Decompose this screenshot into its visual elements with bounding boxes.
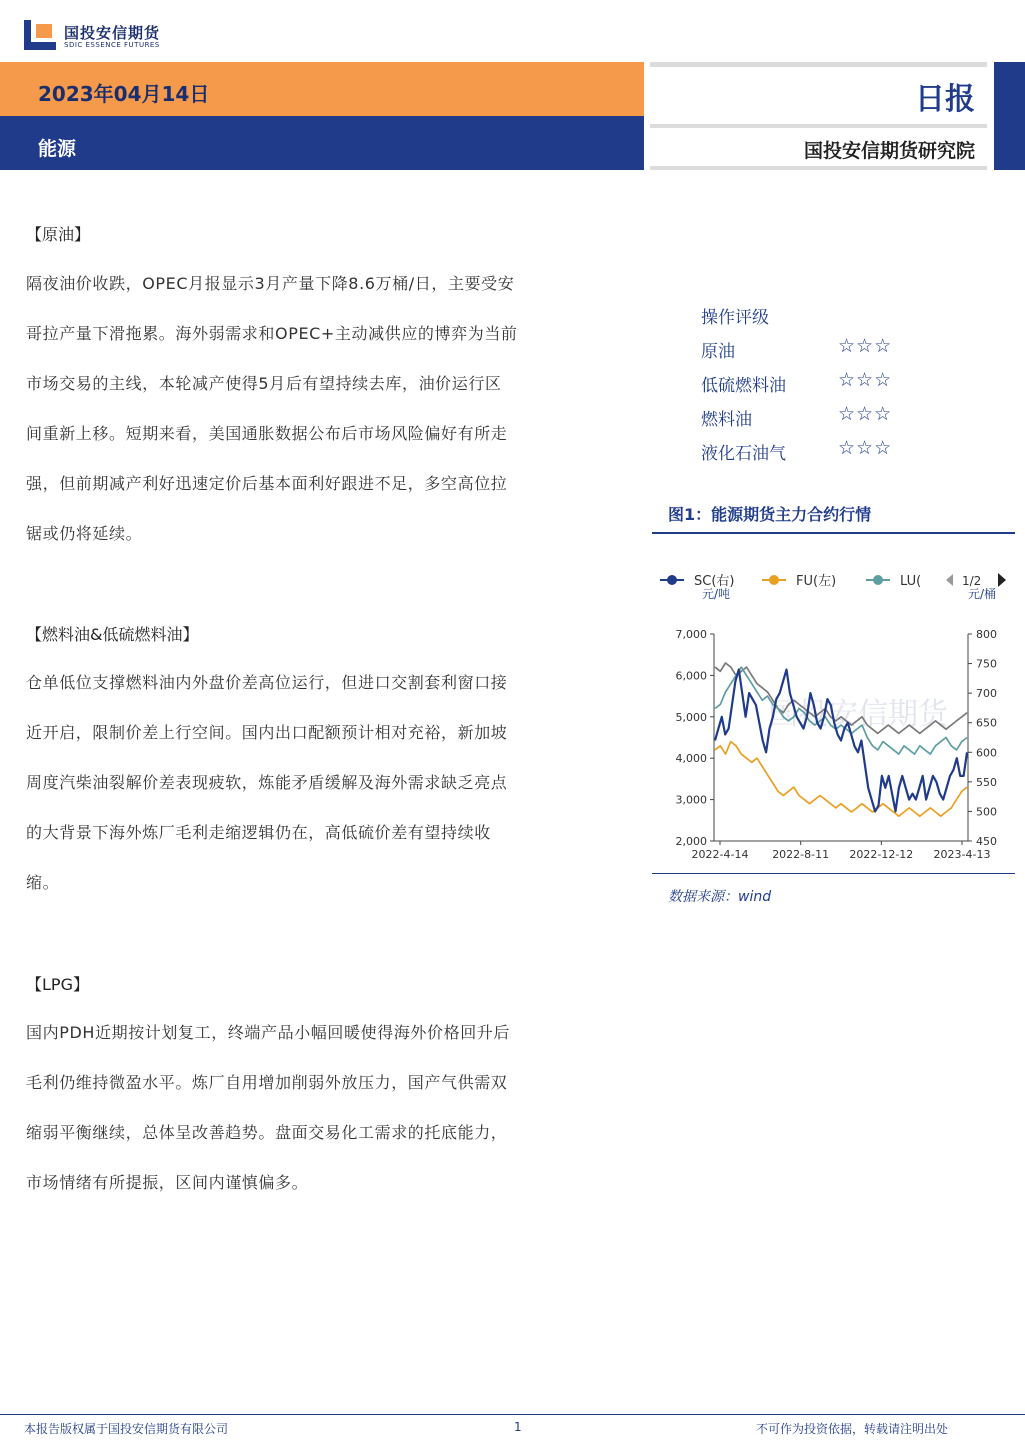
x-axis-ticks bbox=[692, 841, 991, 861]
header-divider bbox=[650, 62, 987, 67]
section-title-crude-oil: 【原油】 bbox=[26, 225, 91, 244]
report-date: 2023年04月14日 bbox=[38, 82, 210, 106]
text-line: 国内PDH近期按计划复工，终端产品小幅回暖使得海外价格回升后 bbox=[26, 1023, 511, 1042]
right-tick-label: 550 bbox=[976, 775, 997, 789]
series-line-0 bbox=[715, 670, 967, 812]
report-sector: 能源 bbox=[38, 138, 77, 160]
text-line: 周度汽柴油裂解价差表现疲软，炼能矛盾缓解及海外需求缺乏亮点 bbox=[26, 773, 508, 792]
footer-disclaimer: 不可作为投资依据，转载请注明出处 bbox=[756, 1422, 949, 1436]
footer-copyright: 本报告版权属于国投安信期货有限公司 bbox=[24, 1422, 229, 1436]
text-line: 间重新上移。短期来看，美国通胀数据公布后市场风险偏好有所走 bbox=[26, 424, 508, 443]
figure-title: 图1：能源期货主力合约行情 bbox=[668, 505, 872, 524]
report-type-title: 日报 bbox=[915, 82, 975, 117]
x-tick-label: 2022-4-14 bbox=[691, 848, 749, 861]
right-tick-label: 500 bbox=[976, 805, 997, 819]
left-tick-label: 6,000 bbox=[675, 669, 707, 683]
energy-futures-chart bbox=[652, 562, 1018, 872]
text-line: 锯或仍将延续。 bbox=[26, 524, 143, 543]
header-accent-block bbox=[994, 62, 1025, 170]
rating-stars: ☆☆☆ bbox=[838, 403, 893, 425]
x-tick-label: 2022-8-11 bbox=[772, 848, 830, 861]
institute-name: 国投安信期货研究院 bbox=[803, 140, 975, 162]
text-line: 强，但前期减产利好迅速定价后基本面利好跟进不足，多空高位拉 bbox=[26, 474, 508, 493]
sector-banner bbox=[0, 116, 644, 170]
right-tick-label: 600 bbox=[976, 746, 997, 760]
left-tick-label: 3,000 bbox=[675, 793, 707, 807]
figure-source: 数据来源：wind bbox=[668, 889, 772, 905]
legend-label-fu: FU(左) bbox=[796, 574, 837, 589]
legend-marker-lu bbox=[873, 575, 883, 585]
right-axis-unit: 元/桶 bbox=[968, 587, 997, 601]
text-line: 仓单低位支撑燃料油内外盘价差高位运行，但进口交割套利窗口接 bbox=[26, 673, 508, 692]
logo-text: 国投安信期货 bbox=[64, 24, 161, 42]
section-title-lpg: 【LPG】 bbox=[26, 975, 89, 994]
logo-subtext: SDIC ESSENCE FUTURES bbox=[64, 41, 160, 49]
left-tick-label: 4,000 bbox=[675, 752, 707, 766]
text-line: 缩。 bbox=[26, 873, 60, 892]
chart-watermark: 国投安信期货 bbox=[768, 697, 948, 732]
footer-divider bbox=[0, 1414, 1025, 1415]
left-tick-label: 2,000 bbox=[675, 835, 707, 848]
left-axis-unit: 元/吨 bbox=[702, 587, 731, 601]
text-line: 市场交易的主线，本轮减产使得5月后有望持续去库，油价运行区 bbox=[26, 374, 502, 393]
legend-label-sc: SC(右) bbox=[694, 574, 735, 589]
legend-marker-sc bbox=[667, 575, 677, 585]
ratings-title: 操作评级 bbox=[701, 308, 769, 328]
left-tick-label: 7,000 bbox=[675, 628, 707, 641]
rating-stars: ☆☆☆ bbox=[838, 335, 893, 357]
legend-prev-icon[interactable] bbox=[946, 574, 953, 586]
x-tick-label: 2023-4-13 bbox=[933, 848, 991, 861]
section-body-crude-oil bbox=[26, 259, 616, 559]
header-divider bbox=[650, 166, 987, 170]
x-tick-label: 2022-12-12 bbox=[849, 848, 914, 861]
right-tick-label: 750 bbox=[976, 657, 997, 671]
text-line: 隔夜油价收跌，OPEC月报显示3月产量下降8.6万桶/日，主要受安 bbox=[26, 274, 515, 293]
text-line: 毛利仍维持微盈水平。炼厂自用增加削弱外放压力，国产气供需双 bbox=[26, 1073, 508, 1092]
rating-name: 原油 bbox=[701, 342, 735, 362]
right-tick-label: 450 bbox=[976, 835, 997, 848]
text-line: 近开启，限制价差上行空间。国内出口配额预计相对充裕，新加坡 bbox=[26, 723, 508, 742]
logo-icon bbox=[24, 20, 56, 50]
figure-divider bbox=[652, 532, 1015, 534]
right-tick-label: 700 bbox=[976, 687, 997, 701]
text-line: 哥拉产量下滑拖累。海外弱需求和OPEC+主动减供应的博弈为当前 bbox=[26, 324, 518, 343]
rating-name: 液化石油气 bbox=[701, 444, 786, 464]
rating-stars: ☆☆☆ bbox=[838, 369, 893, 391]
legend-label-lu: LU( bbox=[900, 574, 922, 589]
series-layer bbox=[715, 663, 967, 816]
text-line: 的大背景下海外炼厂毛利走缩逻辑仍在，高低硫价差有望持续收 bbox=[26, 823, 491, 842]
right-tick-label: 800 bbox=[976, 628, 997, 641]
rating-name: 燃料油 bbox=[701, 410, 752, 430]
left-axis-ticks bbox=[676, 628, 715, 848]
section-body-lpg bbox=[26, 1008, 616, 1208]
legend-next-icon[interactable] bbox=[998, 573, 1006, 587]
legend-marker-fu bbox=[769, 575, 779, 585]
section-title-fuel-oil: 【燃料油&低硫燃料油】 bbox=[26, 625, 199, 644]
legend-page-indicator: 1/2 bbox=[962, 574, 982, 588]
rating-name: 低硫燃料油 bbox=[701, 376, 786, 396]
rating-stars: ☆☆☆ bbox=[838, 437, 893, 459]
page-number: 1 bbox=[514, 1420, 522, 1434]
text-line: 缩弱平衡继续，总体呈改善趋势。盘面交易化工需求的托底能力， bbox=[26, 1123, 508, 1142]
right-tick-label: 650 bbox=[976, 716, 997, 730]
right-axis-ticks bbox=[968, 628, 997, 848]
figure-divider bbox=[652, 873, 1015, 874]
header-divider bbox=[650, 124, 987, 128]
section-body-fuel-oil bbox=[26, 658, 616, 908]
left-tick-label: 5,000 bbox=[675, 710, 707, 724]
text-line: 市场情绪有所提振，区间内谨慎偏多。 bbox=[26, 1173, 309, 1192]
